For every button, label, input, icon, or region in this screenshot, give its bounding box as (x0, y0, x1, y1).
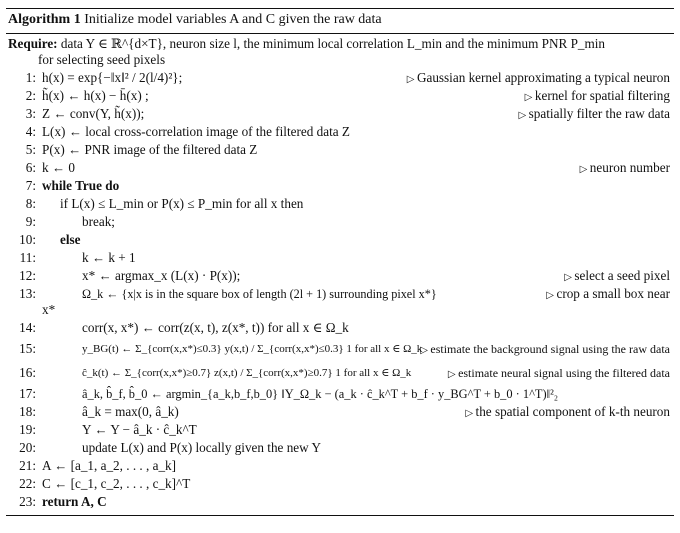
line-code: else (60, 232, 81, 247)
line-code: corr(x, x*) ← corr(z(x, t), z(x*, t)) for all x ∈ Ω_k (82, 320, 349, 335)
comment-text: Gaussian kernel approximating a typical neuron (416, 70, 670, 85)
comment-triangle-icon: ▷ (406, 74, 417, 85)
algo-line (8, 475, 672, 493)
line-comment (525, 87, 670, 107)
line-number: 11: (19, 250, 36, 265)
line-comment (564, 267, 670, 287)
line-number: 14: (19, 320, 36, 335)
comment-text: estimate neural signal using the filtered data (458, 366, 670, 380)
line-comment (465, 403, 670, 423)
bottom-rule (6, 515, 674, 516)
line-number: 10: (19, 232, 36, 247)
algo-line (8, 361, 672, 385)
line-code: Z ← conv(Y, h̃(x)); (42, 106, 145, 121)
line-code: return A, C (42, 494, 107, 509)
line-code: break; (82, 214, 115, 229)
algo-line (8, 439, 672, 457)
line-code: while True do (42, 178, 120, 193)
algo-line (8, 177, 672, 195)
line-code: Y ← Y − â_k · ĉ_k^T (82, 422, 197, 437)
comment-triangle-icon: ▷ (447, 369, 459, 380)
line-comment (407, 69, 670, 89)
comment-triangle-icon: ▷ (579, 164, 590, 175)
require-block (8, 36, 672, 68)
comment-text: neuron number (589, 160, 670, 175)
algo-line (8, 249, 672, 267)
comment-triangle-icon: ▷ (524, 92, 535, 103)
algo-line (8, 493, 672, 511)
line-number: 22: (19, 476, 36, 491)
line-number: 3: (25, 106, 36, 121)
algo-line (8, 421, 672, 439)
algo-line (8, 87, 672, 105)
line-code: ĉ_k(t) ← Σ_{corr(x,x*)≥0.7} z(x,t) / Σ_{corr(x,x*)≥0.7} 1 for all x ∈ Ω_k (82, 367, 412, 379)
line-code: A ← [a_1, a_2, . . . , a_k] (42, 458, 177, 473)
line-code: â_k, b̂_f, b̂_0 ← argmin_{a_k,b_f,b_0} ‖Y_Ω_k − (a_k · ĉ_k^T + b_f · y_BG^T + b_0 · 1^T)‖²₂ (82, 387, 559, 401)
comment-text: crop a small box near (556, 286, 670, 301)
comment-text: select a seed pixel (574, 268, 670, 283)
algorithm-box (6, 8, 674, 516)
line-number: 1: (25, 70, 36, 85)
line-number: 8: (25, 196, 36, 211)
line-number: 23: (19, 494, 36, 509)
line-comment (518, 105, 670, 125)
line-number: 13: (19, 286, 36, 301)
algo-line (8, 69, 672, 87)
line-code: update L(x) and P(x) locally given the new Y (82, 440, 322, 455)
algorithm-caption (6, 9, 674, 30)
line-number: 6: (25, 160, 36, 175)
algo-line (8, 385, 672, 403)
line-number: 18: (19, 404, 36, 419)
line-comment (580, 159, 670, 179)
line-code: k ← k + 1 (82, 250, 136, 265)
line-code: â_k = max(0, â_k) (82, 404, 179, 419)
algo-line (8, 105, 672, 123)
line-number: 16: (19, 365, 36, 380)
require-continuation: for selecting seed pixels (38, 52, 166, 67)
line-code: y_BG(t) ← Σ_{corr(x,x*)≤0.3} y(x,t) / Σ_{corr(x,x*)≤0.3} 1 for all x ∈ Ω_k (82, 343, 423, 355)
algo-line (8, 457, 672, 475)
comment-triangle-icon: ▷ (546, 290, 557, 301)
algorithm-lines (8, 69, 672, 511)
line-number: 2: (25, 88, 36, 103)
line-continuation: x* (42, 302, 56, 317)
algo-line (8, 267, 672, 285)
line-number: 9: (25, 214, 36, 229)
line-code: h(x) = exp{−‖x‖² / 2(l/4)²}; (42, 70, 183, 85)
line-comment (546, 285, 670, 305)
line-code: L(x) ← local cross-correlation image of the filtered data Z (42, 124, 350, 139)
algo-line (8, 213, 672, 231)
algorithm-body (6, 34, 674, 511)
line-code: C ← [c_1, c_2, . . . , c_k]^T (42, 476, 191, 491)
line-code: x* ← argmax_x (L(x) · P(x)); (82, 268, 241, 283)
line-code: if L(x) ≤ L_min or P(x) ≤ P_min for all x then (60, 196, 304, 211)
comment-triangle-icon: ▷ (465, 408, 476, 419)
comment-triangle-icon: ▷ (564, 272, 575, 283)
line-code: P(x) ← PNR image of the filtered data Z (42, 142, 258, 157)
line-code: k ← 0 (42, 160, 75, 175)
comment-triangle-icon: ▷ (420, 345, 431, 356)
line-number: 17: (19, 386, 36, 401)
algo-line (8, 195, 672, 213)
comment-text: the spatial component of k-th neuron (475, 404, 670, 419)
algo-line (8, 123, 672, 141)
line-number: 20: (19, 440, 36, 455)
line-code: Ω_k ← {x|x is in the square box of length (2l + 1) surrounding pixel x*} (82, 287, 437, 301)
comment-text: kernel for spatial filtering (534, 88, 670, 103)
require-text: data Y ∈ ℝ^{d×T}, neuron size l, the minimum local correlation L_min and the minimum PNR P_min (60, 36, 606, 51)
algo-line (8, 285, 672, 319)
algo-line (8, 319, 672, 337)
algo-line (8, 337, 672, 361)
algo-line (8, 403, 672, 421)
algo-line (8, 141, 672, 159)
line-comment (420, 337, 670, 363)
line-code: h̃(x) ← h(x) − h̄(x) ; (42, 88, 149, 103)
line-number: 12: (19, 268, 36, 283)
comment-triangle-icon: ▷ (518, 110, 529, 121)
require-label: Require: (8, 36, 58, 51)
caption-label: Algorithm 1 (8, 12, 81, 27)
line-number: 21: (19, 458, 36, 473)
line-number: 5: (25, 142, 36, 157)
comment-text: estimate the background signal using the raw data (430, 342, 670, 356)
line-number: 4: (25, 124, 36, 139)
algo-line (8, 231, 672, 249)
algo-line (8, 159, 672, 177)
comment-text: spatially filter the raw data (528, 106, 670, 121)
line-number: 7: (25, 178, 36, 193)
line-comment (448, 361, 670, 387)
caption-text: Initialize model variables A and C given the raw data (84, 12, 382, 27)
line-number: 19: (19, 422, 36, 437)
line-number: 15: (19, 341, 36, 356)
